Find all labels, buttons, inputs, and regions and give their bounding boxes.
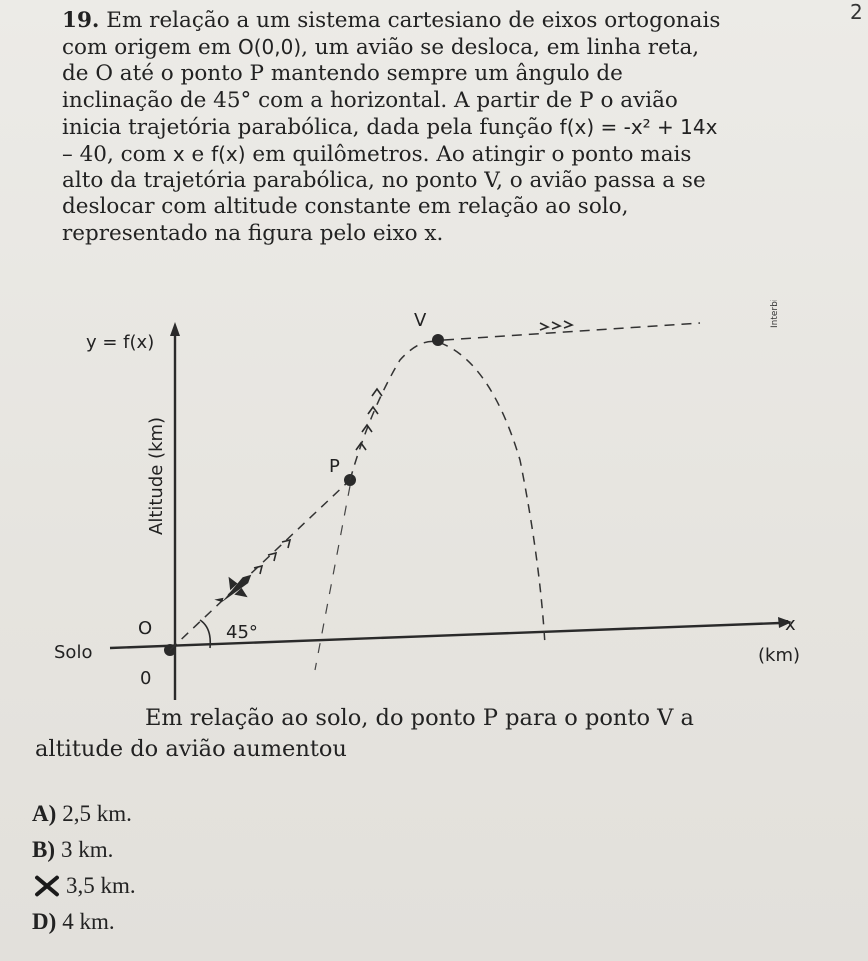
credit-label: Interbits® <box>770 300 780 328</box>
option-d[interactable] <box>32 904 136 940</box>
label-angle: 45° <box>226 622 258 643</box>
label-solo: Solo <box>54 642 93 663</box>
p-projection-line <box>315 486 350 670</box>
handwritten-x-mark <box>32 873 60 899</box>
question-text <box>62 8 782 247</box>
question-line: com a horizontal. A partir de P o avião <box>251 87 678 113</box>
y-axis-label: y = f(x) <box>86 332 155 353</box>
option-text: 3 km. <box>61 837 114 862</box>
answer-options <box>32 796 136 940</box>
label-zero: 0 <box>140 668 152 689</box>
question-line: de O até o ponto P mantendo sempre um ângulo de <box>62 61 623 87</box>
option-text: 3,5 km. <box>66 873 136 898</box>
label-x: x <box>785 614 796 635</box>
variable-x: x <box>172 142 185 167</box>
prompt-line-2: altitude do avião aumentou <box>35 736 347 762</box>
trajectory-figure <box>40 300 860 700</box>
question-line: Em relação a um sistema cartesiano de eixos ortogonais <box>106 8 721 33</box>
option-b[interactable] <box>32 832 136 868</box>
linear-path <box>170 480 350 650</box>
question-line: e <box>184 142 212 168</box>
option-letter: B) <box>32 837 55 862</box>
question-number: 19. <box>62 8 100 33</box>
question-line: representado na figura pelo eixo x. <box>62 220 444 246</box>
corner-mark: 2 <box>850 0 863 24</box>
option-letter: D) <box>32 909 57 934</box>
question-line: alto da trajetória parabólica, no ponto V, o avião passa a se <box>62 168 706 194</box>
question-line: , um avião se desloca, em linha reta, <box>301 35 700 61</box>
parabolic-path <box>350 341 545 645</box>
trajectory-diagram <box>40 300 860 700</box>
y-axis-arrow <box>170 322 180 336</box>
question-line: inclinação de <box>62 87 214 113</box>
label-p: P <box>329 456 340 477</box>
altitude-label: Altitude (km) <box>146 416 167 535</box>
label-v: V <box>414 310 427 331</box>
variable-fx: f(x) <box>211 142 246 167</box>
question-line: inicia trajetória parabólica, dada pela função <box>62 114 560 140</box>
prompt-line-1: Em relação ao solo, do ponto P para o ponto V a <box>145 705 694 731</box>
direction-chevrons-lower <box>254 540 290 574</box>
point-v <box>432 334 444 346</box>
direction-chevrons-horizontal <box>540 321 572 330</box>
question-prompt <box>35 703 825 765</box>
label-km: (km) <box>758 645 801 666</box>
direction-chevrons-upper <box>356 389 382 450</box>
label-o: O <box>138 618 153 639</box>
origin-notation: O(0,0) <box>237 35 302 60</box>
option-text: 2,5 km. <box>62 801 132 826</box>
question-line: com origem em <box>62 35 238 61</box>
option-c[interactable] <box>32 868 136 904</box>
option-letter: A) <box>32 801 57 826</box>
question-line: em quilômetros. Ao atingir o ponto mais <box>245 142 692 168</box>
angle-value: 45° <box>213 87 252 113</box>
question-line: deslocar com altitude constante em relação ao solo, <box>62 194 629 220</box>
question-line: – 40, com <box>62 142 173 168</box>
option-a[interactable] <box>32 796 136 832</box>
option-text: 4 km. <box>62 909 115 934</box>
function-formula: f(x) = -x² + 14x <box>559 114 718 139</box>
